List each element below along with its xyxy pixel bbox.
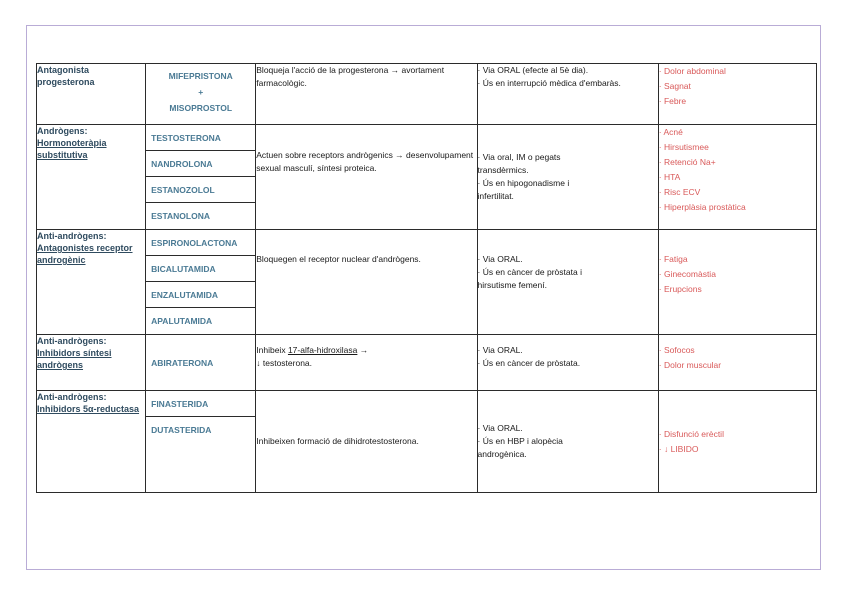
drug-cell (146, 335, 256, 391)
effect-item: · Hiperplàsia prostàtica (658, 202, 746, 212)
effects-cell (658, 230, 816, 335)
drug-cell (146, 64, 256, 125)
enzyme-link: 17-alfa-hidroxilasa (287, 345, 358, 355)
mechanism-cell (256, 230, 477, 335)
effect-item: · Sagnat (658, 81, 691, 91)
use-line: · Via ORAL. (477, 254, 523, 264)
use-line: · Ús en HBP i alopècia (477, 436, 563, 446)
drug-name: ENZALUTAMIDA (146, 282, 255, 308)
drug-cell (146, 230, 256, 335)
use-line: · Ús en càncer de pròstata. (477, 358, 581, 368)
table-row (37, 125, 817, 230)
group-cell (37, 391, 146, 493)
effects-cell (658, 335, 816, 391)
use-cell (477, 230, 658, 335)
drug-cell (146, 125, 256, 230)
use-cell (477, 391, 658, 493)
effects-cell (658, 391, 816, 493)
effect-item: · ↓ LIBIDO (658, 443, 699, 454)
drug-name: MISOPROSTOL (169, 103, 233, 113)
effects-cell (658, 125, 816, 230)
mechanism-line (256, 344, 476, 357)
effect-item: · Dolor abdominal (658, 66, 726, 76)
effect-item: · Acné (658, 127, 683, 137)
drug-cell (146, 391, 256, 493)
use-line: androgènica. (477, 449, 527, 459)
group-cell (37, 230, 146, 335)
group-title: Anti-andrògens: (37, 231, 107, 241)
group-title: Anti-andrògens: (37, 336, 107, 346)
effect-item: · HTA (658, 172, 681, 182)
effect-item: · Hirsutismee (658, 142, 709, 152)
use-line: infertilitat. (477, 191, 514, 201)
use-line: transdèrmics. (477, 165, 529, 175)
use-cell (477, 125, 658, 230)
effect-item: · Retenció Na+ (658, 157, 716, 167)
drug-name: MIFEPRISTONA (168, 71, 233, 81)
effect-item: · Dolor muscular (658, 360, 722, 370)
mechanism-suffix: → (357, 345, 369, 355)
table-row (37, 64, 817, 125)
drug-name: ESTANOZOLOL (146, 177, 255, 203)
use-line: · Via ORAL. (477, 423, 523, 433)
group-cell (37, 335, 146, 391)
group-subtitle: Inhibidors 5α-reductasa (37, 404, 140, 414)
use-line: · Via ORAL (efecte al 5è dia). (477, 65, 589, 75)
drug-name: ESPIRONOLACTONA (146, 230, 255, 256)
drug-table (36, 63, 817, 493)
group-title: Anti-andrògens: (37, 392, 107, 402)
effect-item: · Sofocos (658, 345, 695, 355)
group-subtitle: Inhibidors síntesi andrògens (37, 348, 112, 370)
effect-item: · Disfunció erèctil (658, 428, 724, 439)
use-cell (477, 335, 658, 391)
effects-cell (658, 64, 816, 125)
drug-name: NANDROLONA (146, 151, 255, 177)
use-line: · Via oral, IM o pegats (477, 152, 561, 162)
mechanism-text: Actuen sobre receptors andrògenics → desenvolupament sexual masculí, síntesi proteica. (256, 150, 474, 173)
effect-item: · Erupcions (658, 284, 702, 294)
mechanism-text: Inhibeixen formació de dihidrotestosterona. (256, 436, 419, 446)
group-cell (37, 64, 146, 125)
mechanism-prefix: Inhibeix (256, 345, 288, 355)
use-cell (477, 64, 658, 125)
drug-name: FINASTERIDA (146, 391, 255, 417)
table-row (37, 335, 817, 391)
mechanism-text: Bloqueja l'acció de la progesterona → avortament farmacològic. (256, 65, 445, 88)
table-row (37, 391, 817, 493)
group-subtitle: Antagonistes receptor androgènic (37, 243, 133, 265)
effect-item: · Fatiga (658, 254, 688, 264)
effect-item: · Febre (658, 96, 687, 106)
mechanism-line: ↓ testosterona. (256, 358, 313, 368)
group-subtitle: Hormonoteràpia substitutiva (37, 138, 107, 160)
mechanism-cell (256, 64, 477, 125)
use-line: · Ús en hipogonadisme i (477, 178, 570, 188)
effect-item: · Ginecomàstia (658, 269, 716, 279)
effect-item: · Risc ECV (658, 187, 701, 197)
drug-name: TESTOSTERONA (146, 125, 255, 151)
mechanism-cell (256, 391, 477, 493)
group-title: Andrògens: (37, 126, 88, 136)
drug-name: ABIRATERONA (151, 357, 214, 368)
group-cell (37, 125, 146, 230)
use-line: · Ús en càncer de pròstata i (477, 267, 582, 277)
use-line: hirsutisme femení. (477, 280, 547, 290)
use-line: · Ús en interrupció mèdica d'embaràs. (477, 78, 621, 88)
group-title: Antagonista progesterona (37, 65, 95, 87)
drug-name: ESTANOLONA (151, 211, 210, 221)
drug-combo-plus: + (198, 87, 204, 97)
mechanism-cell (256, 335, 477, 391)
use-line: · Via ORAL. (477, 345, 523, 355)
mechanism-cell (256, 125, 477, 230)
table-row (37, 230, 817, 335)
drug-name: DUTASTERIDA (151, 425, 212, 435)
drug-name: APALUTAMIDA (151, 316, 213, 326)
drug-name: BICALUTAMIDA (146, 256, 255, 282)
mechanism-text: Bloquegen el receptor nuclear d'andrògens. (256, 254, 421, 264)
